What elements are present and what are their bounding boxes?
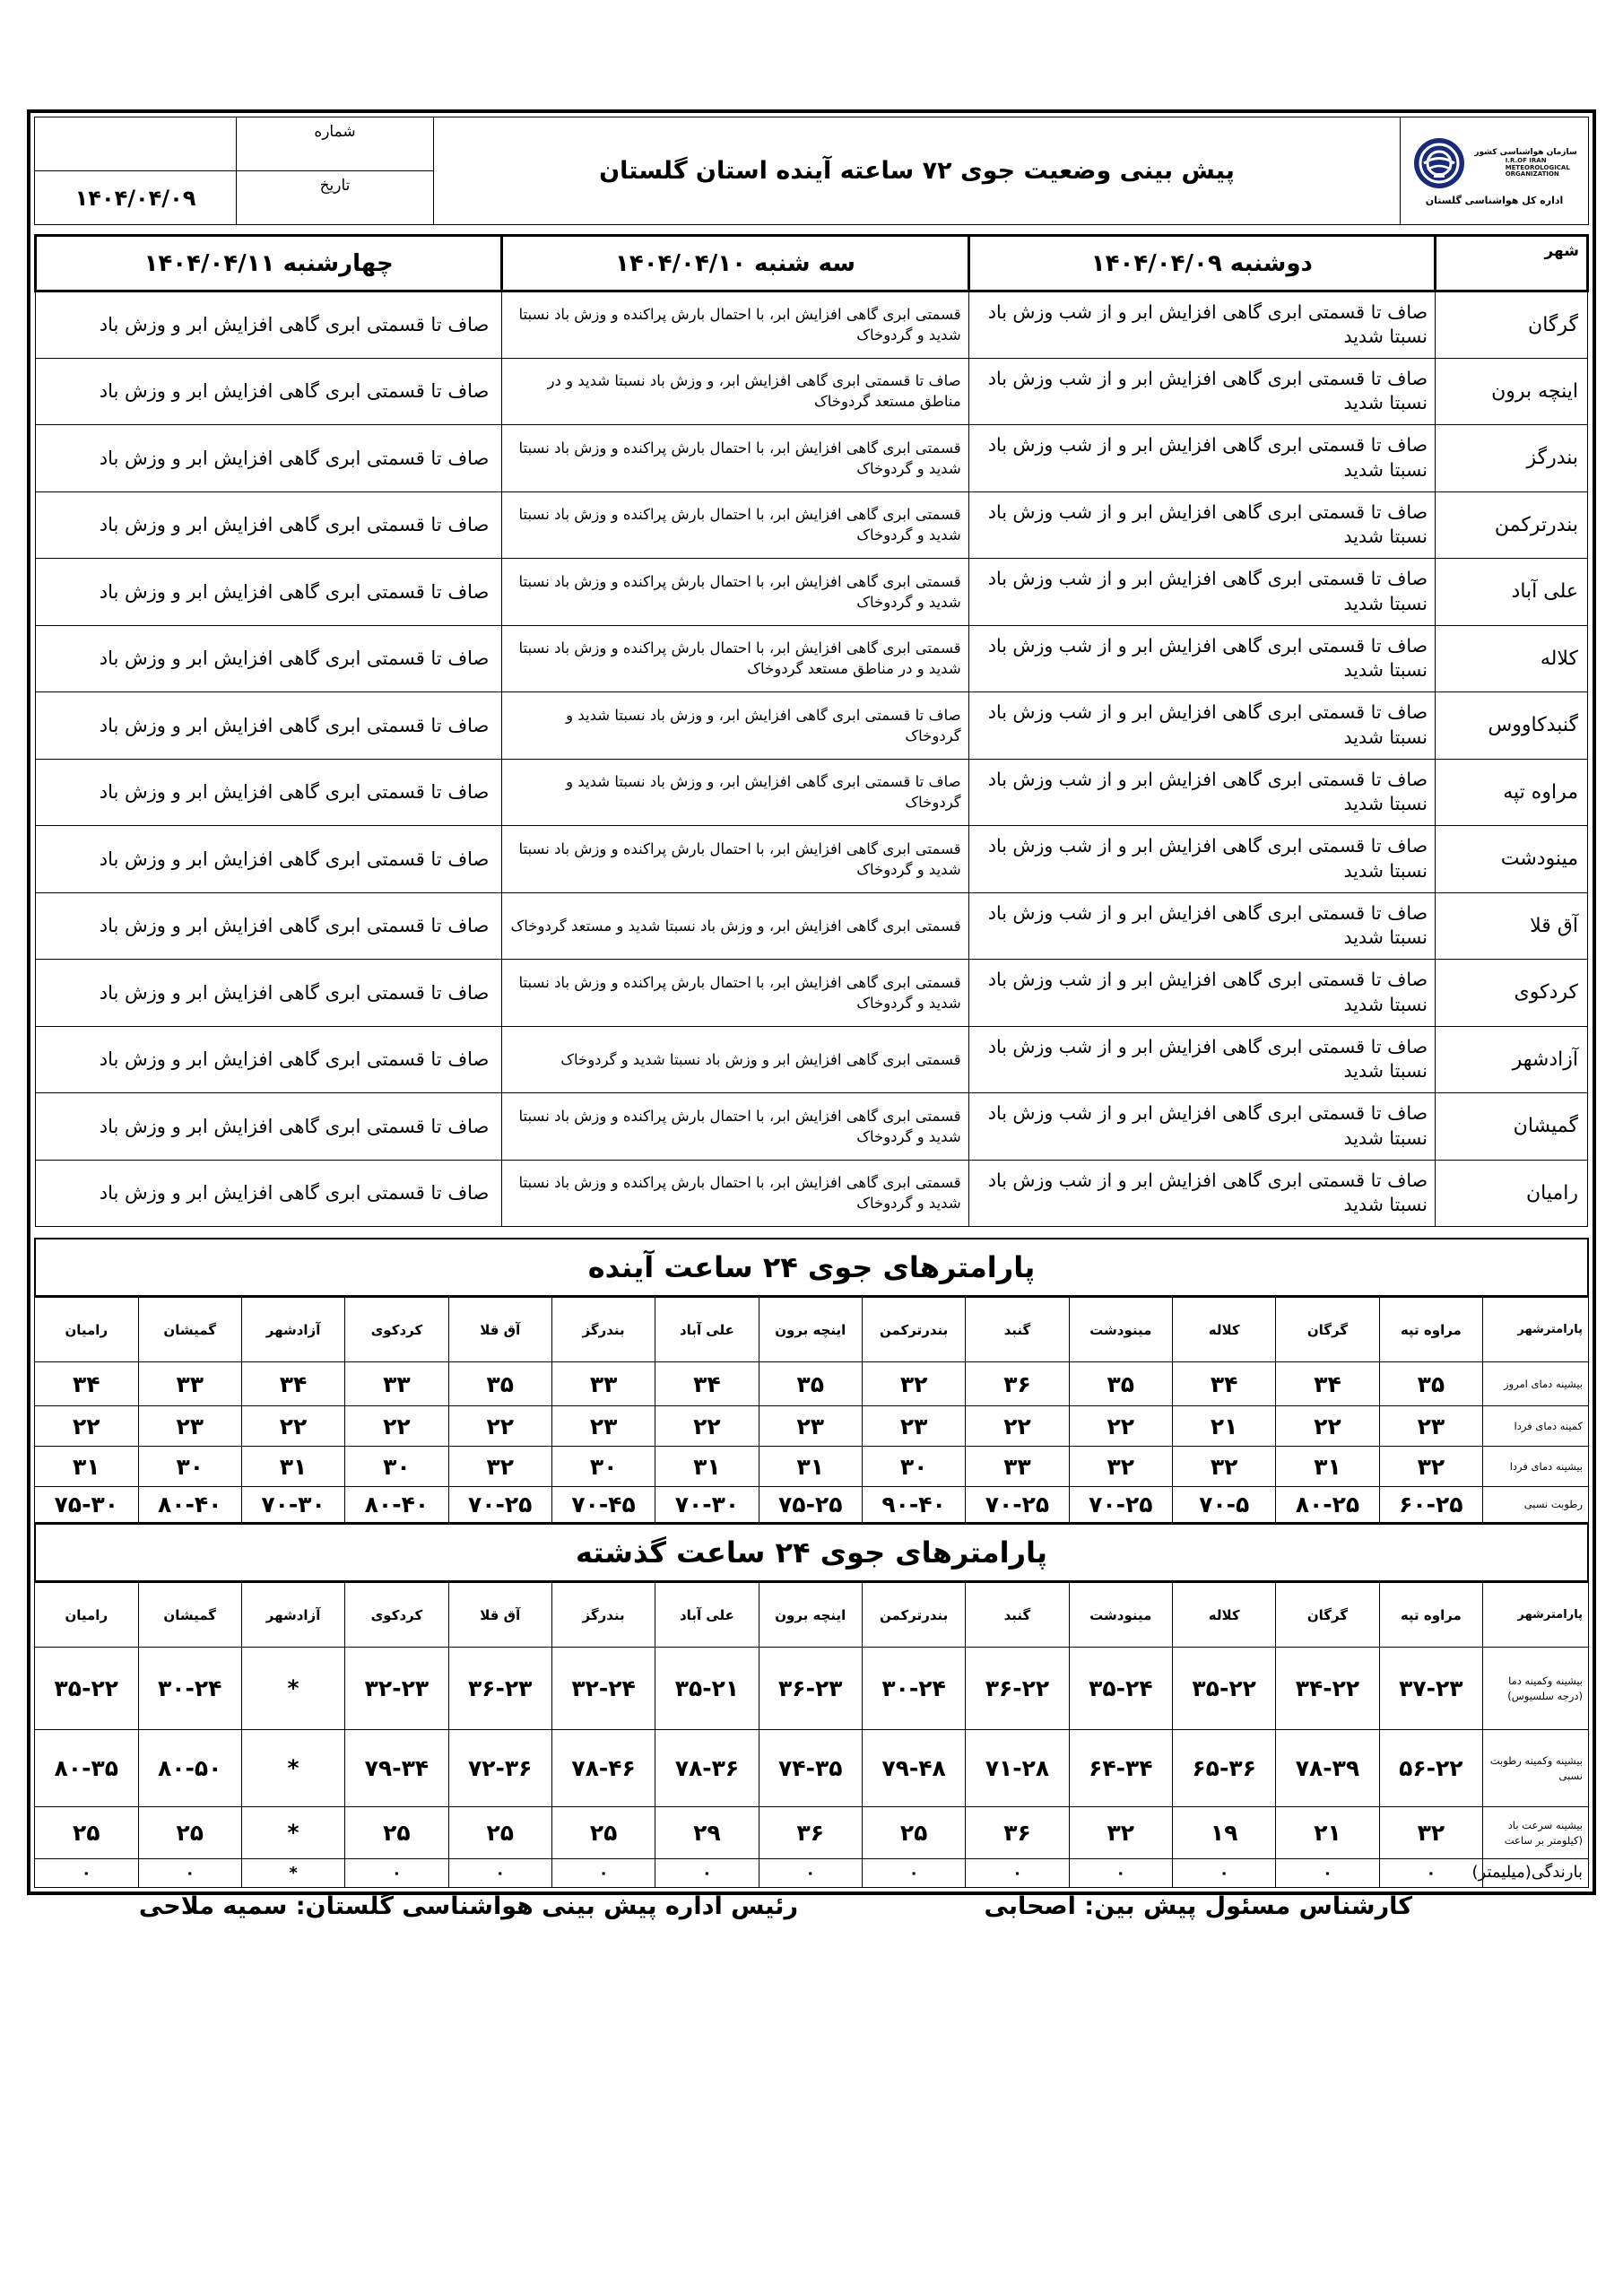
param-value: ۷۰-۲۵: [448, 1487, 551, 1523]
param-value: ۳۳: [551, 1362, 655, 1406]
date-value: ۱۴۰۴/۰۴/۰۹: [35, 171, 237, 225]
param-value: ۶۵-۳۶: [1172, 1730, 1275, 1807]
param-value: ۲۳: [551, 1406, 655, 1447]
param-value: ۳۴: [655, 1362, 759, 1406]
param-value: ۷۵-۲۵: [759, 1487, 862, 1523]
param-city-header: آق قلا: [448, 1583, 551, 1648]
forecaster-signature: کارشناس مسئول پیش بین: اصحابی: [984, 1892, 1412, 1920]
param-value: ۰: [862, 1859, 965, 1888]
param-value: ۳۱: [655, 1447, 759, 1487]
city-name: بندرگز: [1436, 425, 1588, 492]
param-value: ۳۴: [1172, 1362, 1275, 1406]
forecast-row: [36, 425, 1588, 492]
param-value: ۶۰-۲۵: [1379, 1487, 1482, 1523]
param-value: ۳۵: [1069, 1362, 1172, 1406]
city-name: بندرترکمن: [1436, 491, 1588, 559]
forecast-row: [36, 692, 1588, 760]
city-name: مراوه تپه: [1436, 759, 1588, 826]
param-value: ۳۶-۲۲: [966, 1648, 1069, 1730]
param-city-header: مینودشت: [1069, 1298, 1172, 1362]
param-value: ۲۲: [241, 1406, 344, 1447]
param-city-header: گمیشان: [138, 1583, 241, 1648]
param-value: ۰: [1379, 1859, 1482, 1888]
day1-forecast: صاف تا قسمتی ابری گاهی افزایش ابر و از شب وزش باد نسبتا شدید: [968, 491, 1435, 559]
param-value: ۵۶-۲۲: [1379, 1730, 1482, 1807]
param-label: بیشینه وکمینه رطوبت نسبی: [1483, 1730, 1589, 1807]
param-value: ۷۰-۴۵: [551, 1487, 655, 1523]
day1-forecast: صاف تا قسمتی ابری گاهی افزایش ابر و از شب وزش باد نسبتا شدید: [968, 1160, 1435, 1227]
param-value: ۲۳: [759, 1406, 862, 1447]
day2-forecast: قسمتی ابری گاهی افزایش ابر، با احتمال بارش پراکنده و وزش باد نسبتا شدید و گردوخاک: [502, 491, 968, 559]
param-value: ۷۲-۳۶: [448, 1730, 551, 1807]
param-value: ۶۴-۳۴: [1069, 1730, 1172, 1807]
meteorological-organization-logo-icon: [1411, 135, 1467, 191]
param-value: ۲۵: [551, 1807, 655, 1859]
param-value: ۷۰-۵: [1172, 1487, 1275, 1523]
logo-cell: [1401, 117, 1589, 225]
param-value: ۳۲: [862, 1362, 965, 1406]
param-row: [35, 1730, 1589, 1807]
param-value: ۳۰-۲۴: [138, 1648, 241, 1730]
city-name: آزادشهر: [1436, 1026, 1588, 1093]
param-value: ۲۲: [448, 1406, 551, 1447]
param-value: ۳۰: [345, 1447, 448, 1487]
param-value: ۳۲: [1069, 1807, 1172, 1859]
next24-table: [34, 1297, 1589, 1523]
param-value: ۷۸-۳۶: [655, 1730, 759, 1807]
param-column-header: پارامترشهر: [1483, 1298, 1589, 1362]
day3-forecast: صاف تا قسمتی ابری گاهی افزایش ابر و وزش باد: [36, 759, 502, 826]
param-value: ۰: [759, 1859, 862, 1888]
param-value: ۸۰-۵۰: [138, 1730, 241, 1807]
param-value: ۳۴-۲۲: [1276, 1648, 1379, 1730]
param-value: *: [241, 1730, 344, 1807]
day1-forecast: صاف تا قسمتی ابری گاهی افزایش ابر و از شب وزش باد نسبتا شدید: [968, 826, 1435, 893]
param-value: ۰: [655, 1859, 759, 1888]
date-label: تاریخ: [237, 171, 434, 225]
forecast-sheet: [27, 109, 1596, 1895]
day3-forecast: صاف تا قسمتی ابری گاهی افزایش ابر و وزش باد: [36, 625, 502, 692]
param-value: ۳۶: [966, 1807, 1069, 1859]
param-value: ۳۶: [759, 1807, 862, 1859]
logo-fa-text: سازمان هواشناسی کشور: [1474, 148, 1577, 158]
param-value: ۳۱: [759, 1447, 862, 1487]
day2-forecast: قسمتی ابری گاهی افزایش ابر، با احتمال بارش پراکنده و وزش باد نسبتا شدید و گردوخاک: [502, 1160, 968, 1227]
param-value: ۰: [448, 1859, 551, 1888]
day3-forecast: صاف تا قسمتی ابری گاهی افزایش ابر و وزش باد: [36, 425, 502, 492]
city-name: مینودشت: [1436, 826, 1588, 893]
day2-forecast: صاف تا قسمتی ابری گاهی افزایش ابر، و وزش باد نسبتا شدید و گردوخاک: [502, 692, 968, 760]
param-city-header: علی آباد: [655, 1298, 759, 1362]
param-value: ۰: [1172, 1859, 1275, 1888]
head-signature: رئیس اداره پیش بینی هواشناسی گلستان: سمیه ملاحی: [138, 1892, 798, 1920]
forecast-row: [36, 826, 1588, 893]
param-value: ۰: [1276, 1859, 1379, 1888]
city-name: کردکوی: [1436, 960, 1588, 1027]
param-value: ۲۲: [345, 1406, 448, 1447]
day2-forecast: قسمتی ابری گاهی افزایش ابر و وزش باد نسبتا شدید و گردوخاک: [502, 1026, 968, 1093]
param-value: ۳۲-۲۳: [345, 1648, 448, 1730]
param-city-header: بندرترکمن: [862, 1298, 965, 1362]
param-value: ۳۲: [1379, 1447, 1482, 1487]
day2-forecast: قسمتی ابری گاهی افزایش ابر، با احتمال بارش پراکنده و وزش باد نسبتا شدید و گردوخاک: [502, 1093, 968, 1161]
param-value: ۳۳: [966, 1447, 1069, 1487]
number-label: شماره: [237, 117, 434, 171]
day3-forecast: صاف تا قسمتی ابری گاهی افزایش ابر و وزش باد: [36, 1160, 502, 1227]
day3-forecast: صاف تا قسمتی ابری گاهی افزایش ابر و وزش باد: [36, 1093, 502, 1161]
day-header-2: سه شنبه ۱۴۰۴/۰۴/۱۰: [502, 236, 968, 291]
day1-forecast: صاف تا قسمتی ابری گاهی افزایش ابر و از شب وزش باد نسبتا شدید: [968, 960, 1435, 1027]
param-label: رطوبت نسبی: [1483, 1487, 1589, 1523]
param-value: ۳۳: [345, 1362, 448, 1406]
page-frame: [27, 109, 1596, 1895]
param-city-header: مینودشت: [1069, 1583, 1172, 1648]
forecast-row: [36, 1093, 1588, 1161]
param-value: ۹۰-۴۰: [862, 1487, 965, 1523]
param-value: ۲۹: [655, 1807, 759, 1859]
param-value: ۰: [35, 1859, 139, 1888]
param-label: بیشینه سرعت باد (کیلومتر بر ساعت: [1483, 1807, 1589, 1859]
param-column-header: پارامترشهر: [1483, 1583, 1589, 1648]
param-city-header: آزادشهر: [241, 1298, 344, 1362]
param-value: ۳۶-۲۳: [448, 1648, 551, 1730]
param-city-header: کردکوی: [345, 1583, 448, 1648]
param-value: ۳۶-۲۳: [759, 1648, 862, 1730]
day3-forecast: صاف تا قسمتی ابری گاهی افزایش ابر و وزش باد: [36, 358, 502, 425]
param-value: ۷۰-۲۵: [966, 1487, 1069, 1523]
param-value: ۳۲: [1379, 1807, 1482, 1859]
city-name: کلاله: [1436, 625, 1588, 692]
forecast-table: [34, 234, 1589, 1227]
day3-forecast: صاف تا قسمتی ابری گاهی افزایش ابر و وزش باد: [36, 491, 502, 559]
param-value: ۲۵: [448, 1807, 551, 1859]
day2-forecast: صاف تا قسمتی ابری گاهی افزایش ابر، و وزش باد نسبتا شدید و گردوخاک: [502, 759, 968, 826]
day3-forecast: صاف تا قسمتی ابری گاهی افزایش ابر و وزش باد: [36, 692, 502, 760]
city-name: اینچه برون: [1436, 358, 1588, 425]
param-city-header: بندرترکمن: [862, 1583, 965, 1648]
param-value: ۷۹-۳۴: [345, 1730, 448, 1807]
day2-forecast: قسمتی ابری گاهی افزایش ابر، با احتمال بارش پراکنده و وزش باد نسبتا شدید و گردوخاک: [502, 291, 968, 359]
forecast-row: [36, 960, 1588, 1027]
param-city-header: اینچه برون: [759, 1583, 862, 1648]
param-value: ۲۳: [862, 1406, 965, 1447]
param-value: ۲۱: [1172, 1406, 1275, 1447]
param-city-header: آق قلا: [448, 1298, 551, 1362]
page-title: پیش بینی وضعیت جوی ۷۲ ساعته آینده استان گلستان: [434, 117, 1401, 225]
city-name: گنبدکاووس: [1436, 692, 1588, 760]
param-value: ۸۰-۴۰: [345, 1487, 448, 1523]
next24-title: پارامترهای جوی ۲۴ ساعت آینده: [34, 1238, 1589, 1297]
param-value: ۰: [138, 1859, 241, 1888]
param-value: ۲۲: [1069, 1406, 1172, 1447]
param-value: ۳۳: [138, 1362, 241, 1406]
param-city-header: گمیشان: [138, 1298, 241, 1362]
param-value: ۰: [345, 1859, 448, 1888]
param-value: ۳۵-۲۴: [1069, 1648, 1172, 1730]
param-label: بیشینه وکمینه دما (درجه سلسیوس): [1483, 1648, 1589, 1730]
logo-en-text: I.R.OF IRAN METEOROLOGICAL ORGANIZATION: [1505, 156, 1570, 178]
param-value: ۳۵-۲۲: [35, 1648, 139, 1730]
param-value: ۲۵: [345, 1807, 448, 1859]
param-value: ۳۱: [241, 1447, 344, 1487]
header-table: [34, 117, 1589, 225]
param-value: ۷۵-۳۰: [35, 1487, 139, 1523]
param-value: ۳۶: [966, 1362, 1069, 1406]
param-value: ۸۰-۴۰: [138, 1487, 241, 1523]
forecast-row: [36, 559, 1588, 626]
city-column-header: شهر: [1436, 236, 1588, 291]
param-value: ۳۰: [551, 1447, 655, 1487]
section-separator: [34, 1227, 1589, 1238]
param-label: بیشینه دمای فردا: [1483, 1447, 1589, 1487]
param-label: بیشینه دمای امروز: [1483, 1362, 1589, 1406]
param-value: ۳۱: [1276, 1447, 1379, 1487]
day2-forecast: قسمتی ابری گاهی افزایش ابر، با احتمال بارش پراکنده و وزش باد نسبتا شدید و گردوخاک: [502, 826, 968, 893]
param-label: بارندگی(میلیمتر): [1483, 1859, 1589, 1888]
day2-forecast: قسمتی ابری گاهی افزایش ابر، با احتمال بارش پراکنده و وزش باد نسبتا شدید و گردوخاک: [502, 425, 968, 492]
forecast-row: [36, 625, 1588, 692]
city-name: گرگان: [1436, 291, 1588, 359]
param-value: ۲۵: [138, 1807, 241, 1859]
param-value: ۰: [966, 1859, 1069, 1888]
param-city-header: علی آباد: [655, 1583, 759, 1648]
day3-forecast: صاف تا قسمتی ابری گاهی افزایش ابر و وزش باد: [36, 559, 502, 626]
param-city-header: کلاله: [1172, 1583, 1275, 1648]
param-city-header: بندرگز: [551, 1583, 655, 1648]
param-row: [35, 1406, 1589, 1447]
param-value: ۳۵: [1379, 1362, 1482, 1406]
param-value: ۱۹: [1172, 1807, 1275, 1859]
param-value: ۷۱-۲۸: [966, 1730, 1069, 1807]
param-value: *: [241, 1859, 344, 1888]
param-value: ۷۰-۲۵: [1069, 1487, 1172, 1523]
param-city-header: بندرگز: [551, 1298, 655, 1362]
day1-forecast: صاف تا قسمتی ابری گاهی افزایش ابر و از شب وزش باد نسبتا شدید: [968, 291, 1435, 359]
param-city-header: گنبد: [966, 1298, 1069, 1362]
param-value: ۳۵: [759, 1362, 862, 1406]
param-value: ۷۸-۳۹: [1276, 1730, 1379, 1807]
param-value: ۳۵-۲۱: [655, 1648, 759, 1730]
forecast-row: [36, 892, 1588, 960]
param-value: ۲۲: [1276, 1406, 1379, 1447]
param-city-header: گنبد: [966, 1583, 1069, 1648]
param-value: *: [241, 1648, 344, 1730]
param-value: ۳۲: [1172, 1447, 1275, 1487]
param-header-row: [35, 1583, 1589, 1648]
param-value: ۰: [1069, 1859, 1172, 1888]
param-city-header: رامیان: [35, 1298, 139, 1362]
param-value: ۸۰-۳۵: [35, 1730, 139, 1807]
param-value: ۲۵: [35, 1807, 139, 1859]
param-city-header: مراوه تپه: [1379, 1298, 1482, 1362]
param-value: ۳۴: [35, 1362, 139, 1406]
param-value: ۳۲: [1069, 1447, 1172, 1487]
param-value: ۳۰: [138, 1447, 241, 1487]
forecast-row: [36, 1160, 1588, 1227]
day1-forecast: صاف تا قسمتی ابری گاهی افزایش ابر و از شب وزش باد نسبتا شدید: [968, 425, 1435, 492]
param-value: ۳۲: [448, 1447, 551, 1487]
param-row: [35, 1362, 1589, 1406]
param-row: [35, 1487, 1589, 1523]
day1-forecast: صاف تا قسمتی ابری گاهی افزایش ابر و از شب وزش باد نسبتا شدید: [968, 692, 1435, 760]
signatures: [27, 1892, 1596, 1928]
param-value: ۲۲: [35, 1406, 139, 1447]
param-city-header: اینچه برون: [759, 1298, 862, 1362]
param-value: ۲۵: [862, 1807, 965, 1859]
day3-forecast: صاف تا قسمتی ابری گاهی افزایش ابر و وزش باد: [36, 826, 502, 893]
day1-forecast: صاف تا قسمتی ابری گاهی افزایش ابر و از شب وزش باد نسبتا شدید: [968, 1093, 1435, 1161]
param-value: ۷۴-۳۵: [759, 1730, 862, 1807]
day1-forecast: صاف تا قسمتی ابری گاهی افزایش ابر و از شب وزش باد نسبتا شدید: [968, 1026, 1435, 1093]
param-city-header: کلاله: [1172, 1298, 1275, 1362]
param-value: ۳۰-۲۴: [862, 1648, 965, 1730]
param-city-header: گرگان: [1276, 1298, 1379, 1362]
param-value: ۲۳: [138, 1406, 241, 1447]
day1-forecast: صاف تا قسمتی ابری گاهی افزایش ابر و از شب وزش باد نسبتا شدید: [968, 892, 1435, 960]
forecast-row: [36, 759, 1588, 826]
param-value: ۳۱: [35, 1447, 139, 1487]
param-value: ۳۵: [448, 1362, 551, 1406]
param-row: [35, 1447, 1589, 1487]
param-value: ۷۹-۴۸: [862, 1730, 965, 1807]
param-value: ۳۵-۲۲: [1172, 1648, 1275, 1730]
day3-forecast: صاف تا قسمتی ابری گاهی افزایش ابر و وزش باد: [36, 1026, 502, 1093]
param-value: ۲۲: [966, 1406, 1069, 1447]
forecast-row: [36, 358, 1588, 425]
param-value: ۲۲: [655, 1406, 759, 1447]
city-name: آق قلا: [1436, 892, 1588, 960]
day-header-1: دوشنبه ۱۴۰۴/۰۴/۰۹: [968, 236, 1435, 291]
city-name: رامیان: [1436, 1160, 1588, 1227]
param-city-header: رامیان: [35, 1583, 139, 1648]
param-value: ۳۰: [862, 1447, 965, 1487]
param-city-header: آزادشهر: [241, 1583, 344, 1648]
param-value: ۳۷-۲۳: [1379, 1648, 1482, 1730]
city-name: گمیشان: [1436, 1093, 1588, 1161]
param-value: ۷۰-۳۰: [655, 1487, 759, 1523]
param-city-header: کردکوی: [345, 1298, 448, 1362]
param-value: ۲۳: [1379, 1406, 1482, 1447]
param-value: ۷۰-۳۰: [241, 1487, 344, 1523]
forecast-row: [36, 291, 1588, 359]
city-name: علی آباد: [1436, 559, 1588, 626]
param-value: ۷۸-۴۶: [551, 1730, 655, 1807]
param-row: [35, 1807, 1589, 1859]
day3-forecast: صاف تا قسمتی ابری گاهی افزایش ابر و وزش باد: [36, 892, 502, 960]
day2-forecast: قسمتی ابری گاهی افزایش ابر، با احتمال بارش پراکنده و وزش باد نسبتا شدید و در مناطق مستعد گردوخاک: [502, 625, 968, 692]
param-value: ۰: [551, 1859, 655, 1888]
day2-forecast: قسمتی ابری گاهی افزایش ابر، با احتمال بارش پراکنده و وزش باد نسبتا شدید و گردوخاک: [502, 559, 968, 626]
day3-forecast: صاف تا قسمتی ابری گاهی افزایش ابر و وزش باد: [36, 960, 502, 1027]
param-row: [35, 1648, 1589, 1730]
param-value: ۲۱: [1276, 1807, 1379, 1859]
param-value: ۳۲-۲۴: [551, 1648, 655, 1730]
day1-forecast: صاف تا قسمتی ابری گاهی افزایش ابر و از شب وزش باد نسبتا شدید: [968, 759, 1435, 826]
param-value: ۸۰-۲۵: [1276, 1487, 1379, 1523]
day1-forecast: صاف تا قسمتی ابری گاهی افزایش ابر و از شب وزش باد نسبتا شدید: [968, 559, 1435, 626]
param-value: ۳۴: [1276, 1362, 1379, 1406]
param-city-header: گرگان: [1276, 1583, 1379, 1648]
param-header-row: [35, 1298, 1589, 1362]
day2-forecast: قسمتی ابری گاهی افزایش ابر، و وزش باد نسبتا شدید و مستعد گردوخاک: [502, 892, 968, 960]
param-value: ۳۴: [241, 1362, 344, 1406]
day-header-3: چهارشنبه ۱۴۰۴/۰۴/۱۱: [36, 236, 502, 291]
day3-forecast: صاف تا قسمتی ابری گاهی افزایش ابر و وزش باد: [36, 291, 502, 359]
param-city-header: مراوه تپه: [1379, 1583, 1482, 1648]
param-label: کمینه دمای فردا: [1483, 1406, 1589, 1447]
forecast-row: [36, 491, 1588, 559]
day1-forecast: صاف تا قسمتی ابری گاهی افزایش ابر و از شب وزش باد نسبتا شدید: [968, 358, 1435, 425]
param-value: *: [241, 1807, 344, 1859]
day2-forecast: قسمتی ابری گاهی افزایش ابر، با احتمال بارش پراکنده و وزش باد نسبتا شدید و گردوخاک: [502, 960, 968, 1027]
logo-caption: اداره کل هواشناسی گلستان: [1425, 195, 1564, 206]
forecast-row: [36, 1026, 1588, 1093]
past24-title: پارامترهای جوی ۲۴ ساعت گذشته: [34, 1523, 1589, 1582]
day1-forecast: صاف تا قسمتی ابری گاهی افزایش ابر و از شب وزش باد نسبتا شدید: [968, 625, 1435, 692]
day2-forecast: صاف تا قسمتی ابری گاهی افزایش ابر، و وزش باد نسبتا شدید و در مناطق مستعد گردوخاک: [502, 358, 968, 425]
param-row: [35, 1859, 1589, 1888]
organization-logo: [1401, 135, 1588, 206]
past24-table: [34, 1582, 1589, 1888]
number-value: [35, 117, 237, 171]
